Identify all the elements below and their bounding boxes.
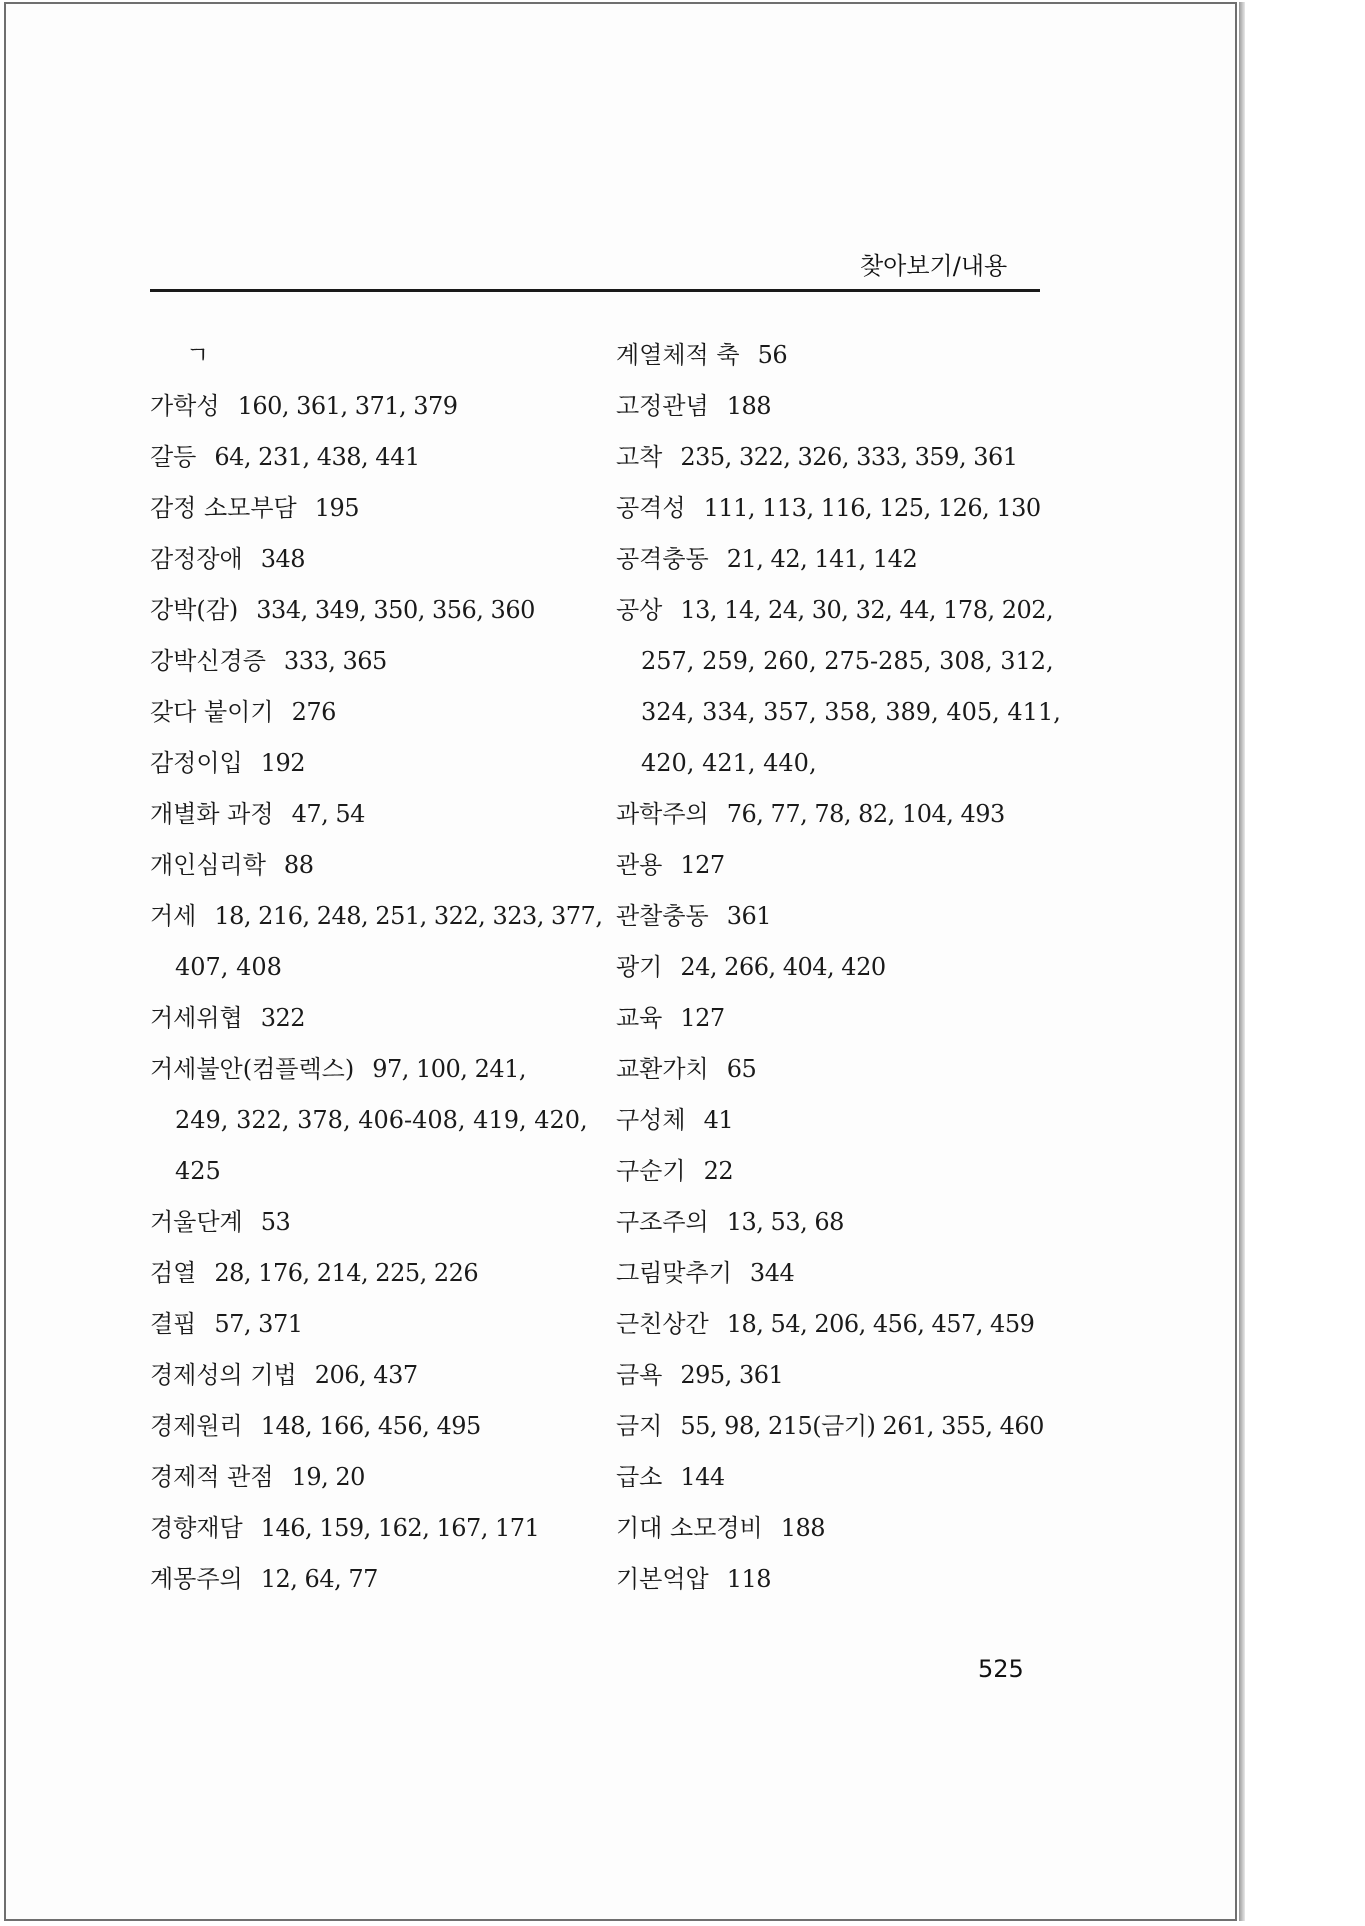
index-entry (616, 381, 1046, 432)
index-term: 갖다 붙이기 (150, 698, 274, 726)
index-entry (616, 1554, 1046, 1605)
index-term: 그림맞추기 (616, 1259, 732, 1287)
index-entry (616, 585, 1054, 636)
index-pages-continuation: 420, 421, 440, (641, 749, 817, 777)
running-header-title: 찾아보기/내용 (860, 252, 1008, 280)
page-number: 525 (978, 1655, 1024, 1683)
index-term: 개인심리학 (150, 851, 266, 879)
index-term: 감정 소모부담 (150, 494, 297, 522)
index-pages: 127 (680, 851, 725, 879)
index-term: 공격충동 (616, 545, 709, 573)
index-column-left (150, 330, 603, 1605)
index-pages: 55, 98, 215(금기) 261, 355, 460 (680, 1412, 1044, 1440)
index-entry (150, 381, 590, 432)
index-pages: 148, 166, 456, 495 (260, 1412, 481, 1440)
index-term: 강박신경증 (150, 647, 266, 675)
index-pages: 22 (703, 1157, 734, 1185)
index-pages: 361 (726, 902, 772, 930)
index-column-right (616, 330, 1061, 1605)
index-term: 가학성 (150, 392, 220, 420)
index-term: 갈등 (150, 443, 197, 471)
index-entry (150, 687, 590, 738)
index-term: 관용 (616, 851, 663, 879)
index-entry (150, 432, 590, 483)
index-entry (150, 738, 590, 789)
index-pages-continuation: 257, 259, 260, 275-285, 308, 312, (641, 647, 1054, 675)
index-pages: 322 (260, 1004, 306, 1032)
index-term: 감정이입 (150, 749, 243, 777)
index-entry (616, 330, 1046, 381)
index-pages: 192 (260, 749, 306, 777)
index-term: 감정장애 (150, 545, 243, 573)
index-pages: 188 (780, 1514, 826, 1542)
index-term: 과학주의 (616, 800, 709, 828)
index-entry (150, 789, 590, 840)
index-pages: 276 (291, 698, 336, 726)
index-pages-continuation: 425 (175, 1157, 221, 1185)
index-pages: 18, 54, 206, 456, 457, 459 (726, 1310, 1035, 1338)
index-term: 급소 (616, 1463, 663, 1491)
index-term: 공상 (616, 596, 663, 624)
index-entry (150, 1044, 590, 1095)
index-entry (150, 636, 590, 687)
index-pages: 195 (314, 494, 360, 522)
index-term: 관찰충동 (616, 902, 709, 930)
index-pages: 41 (703, 1106, 734, 1134)
index-pages: 56 (757, 341, 788, 369)
index-pages: 146, 159, 162, 167, 171 (260, 1514, 540, 1542)
index-entry (616, 840, 1046, 891)
index-entry (150, 1299, 590, 1350)
index-pages: 160, 361, 371, 379 (237, 392, 458, 420)
index-term: 광기 (616, 953, 663, 981)
index-entry (150, 1248, 590, 1299)
index-pages: 206, 437 (314, 1361, 418, 1389)
header-rule (150, 289, 1040, 292)
index-term: 근친상간 (616, 1310, 709, 1338)
index-pages: 47, 54 (291, 800, 365, 828)
index-term: 거세불안(컴플렉스) (150, 1055, 355, 1083)
index-entry (150, 891, 603, 942)
index-term: 결핍 (150, 1310, 197, 1338)
index-pages: 28, 176, 214, 225, 226 (214, 1259, 479, 1287)
index-term: 강박(감) (150, 596, 239, 624)
index-term: 검열 (150, 1259, 197, 1287)
index-term: 구조주의 (616, 1208, 709, 1236)
index-entry (150, 993, 590, 1044)
index-term: 거세위협 (150, 1004, 243, 1032)
index-entry (616, 1350, 1046, 1401)
index-term: 거세 (150, 902, 197, 930)
section-letter: ㄱ (186, 341, 210, 369)
index-pages: 88 (283, 851, 314, 879)
index-pages: 334, 349, 350, 356, 360 (256, 596, 535, 624)
index-pages: 12, 64, 77 (260, 1565, 378, 1593)
index-entry (616, 1299, 1046, 1350)
index-term: 구순기 (616, 1157, 686, 1185)
index-entry (150, 585, 590, 636)
index-term: 계몽주의 (150, 1565, 243, 1593)
index-entry (150, 1503, 590, 1554)
index-pages: 348 (260, 545, 306, 573)
index-term: 계열체적 축 (616, 341, 740, 369)
index-term: 교육 (616, 1004, 663, 1032)
index-term: 경제적 관점 (150, 1463, 274, 1491)
index-pages: 295, 361 (680, 1361, 784, 1389)
index-entry (616, 1248, 1046, 1299)
index-pages: 344 (749, 1259, 795, 1287)
left-entries (150, 381, 603, 1605)
index-pages: 19, 20 (291, 1463, 365, 1491)
index-entry (150, 840, 590, 891)
index-pages: 24, 266, 404, 420 (680, 953, 886, 981)
index-term: 기본억압 (616, 1565, 709, 1593)
index-term: 고착 (616, 443, 663, 471)
index-entry (616, 993, 1046, 1044)
index-entry (616, 483, 1046, 534)
index-term: 개별화 과정 (150, 800, 274, 828)
index-term: 공격성 (616, 494, 686, 522)
index-pages: 65 (726, 1055, 757, 1083)
index-pages-continuation: 324, 334, 357, 358, 389, 405, 411, (641, 698, 1061, 726)
index-entry (150, 483, 590, 534)
index-pages: 21, 42, 141, 142 (726, 545, 918, 573)
index-entry (616, 891, 1046, 942)
index-pages: 13, 14, 24, 30, 32, 44, 178, 202, (680, 596, 1054, 624)
index-entry (150, 1401, 590, 1452)
index-pages: 64, 231, 438, 441 (214, 443, 420, 471)
index-term: 경제원리 (150, 1412, 243, 1440)
right-entries (616, 330, 1061, 1605)
index-term: 금지 (616, 1412, 663, 1440)
index-pages: 118 (726, 1565, 772, 1593)
index-term: 기대 소모경비 (616, 1514, 763, 1542)
index-entry (616, 789, 1046, 840)
index-pages: 111, 113, 116, 125, 126, 130 (703, 494, 1041, 522)
index-entry (616, 1452, 1046, 1503)
index-entry (616, 432, 1046, 483)
index-term: 거울단계 (150, 1208, 243, 1236)
index-term: 구성체 (616, 1106, 686, 1134)
index-pages-continuation: 407, 408 (175, 953, 282, 981)
index-entry (150, 1197, 590, 1248)
index-entry (616, 1503, 1046, 1554)
index-pages: 235, 322, 326, 333, 359, 361 (680, 443, 1018, 471)
index-pages: 53 (260, 1208, 291, 1236)
index-entry (150, 1452, 590, 1503)
index-entry (616, 1197, 1046, 1248)
index-entry (616, 942, 1046, 993)
index-term: 경향재담 (150, 1514, 243, 1542)
page-edge-shadow (1239, 2, 1245, 1921)
index-pages: 57, 371 (214, 1310, 303, 1338)
index-entry (150, 1554, 590, 1605)
index-pages-continuation: 249, 322, 378, 406-408, 419, 420, (175, 1106, 588, 1134)
index-entry (616, 1044, 1046, 1095)
index-pages: 76, 77, 78, 82, 104, 493 (726, 800, 1005, 828)
index-pages: 144 (680, 1463, 725, 1491)
index-pages: 127 (680, 1004, 725, 1032)
index-term: 경제성의 기법 (150, 1361, 297, 1389)
index-entry (150, 1350, 590, 1401)
index-entry (616, 1146, 1046, 1197)
index-entry (150, 534, 590, 585)
index-entry (616, 1095, 1046, 1146)
index-term: 고정관념 (616, 392, 709, 420)
index-pages: 13, 53, 68 (726, 1208, 844, 1236)
index-entry (616, 1401, 1046, 1452)
index-pages: 18, 216, 248, 251, 322, 323, 377, (214, 902, 603, 930)
index-pages: 97, 100, 241, (372, 1055, 527, 1083)
index-term: 교환가치 (616, 1055, 709, 1083)
index-pages: 188 (726, 392, 772, 420)
index-pages: 333, 365 (283, 647, 387, 675)
index-term: 금욕 (616, 1361, 663, 1389)
index-entry (616, 534, 1046, 585)
